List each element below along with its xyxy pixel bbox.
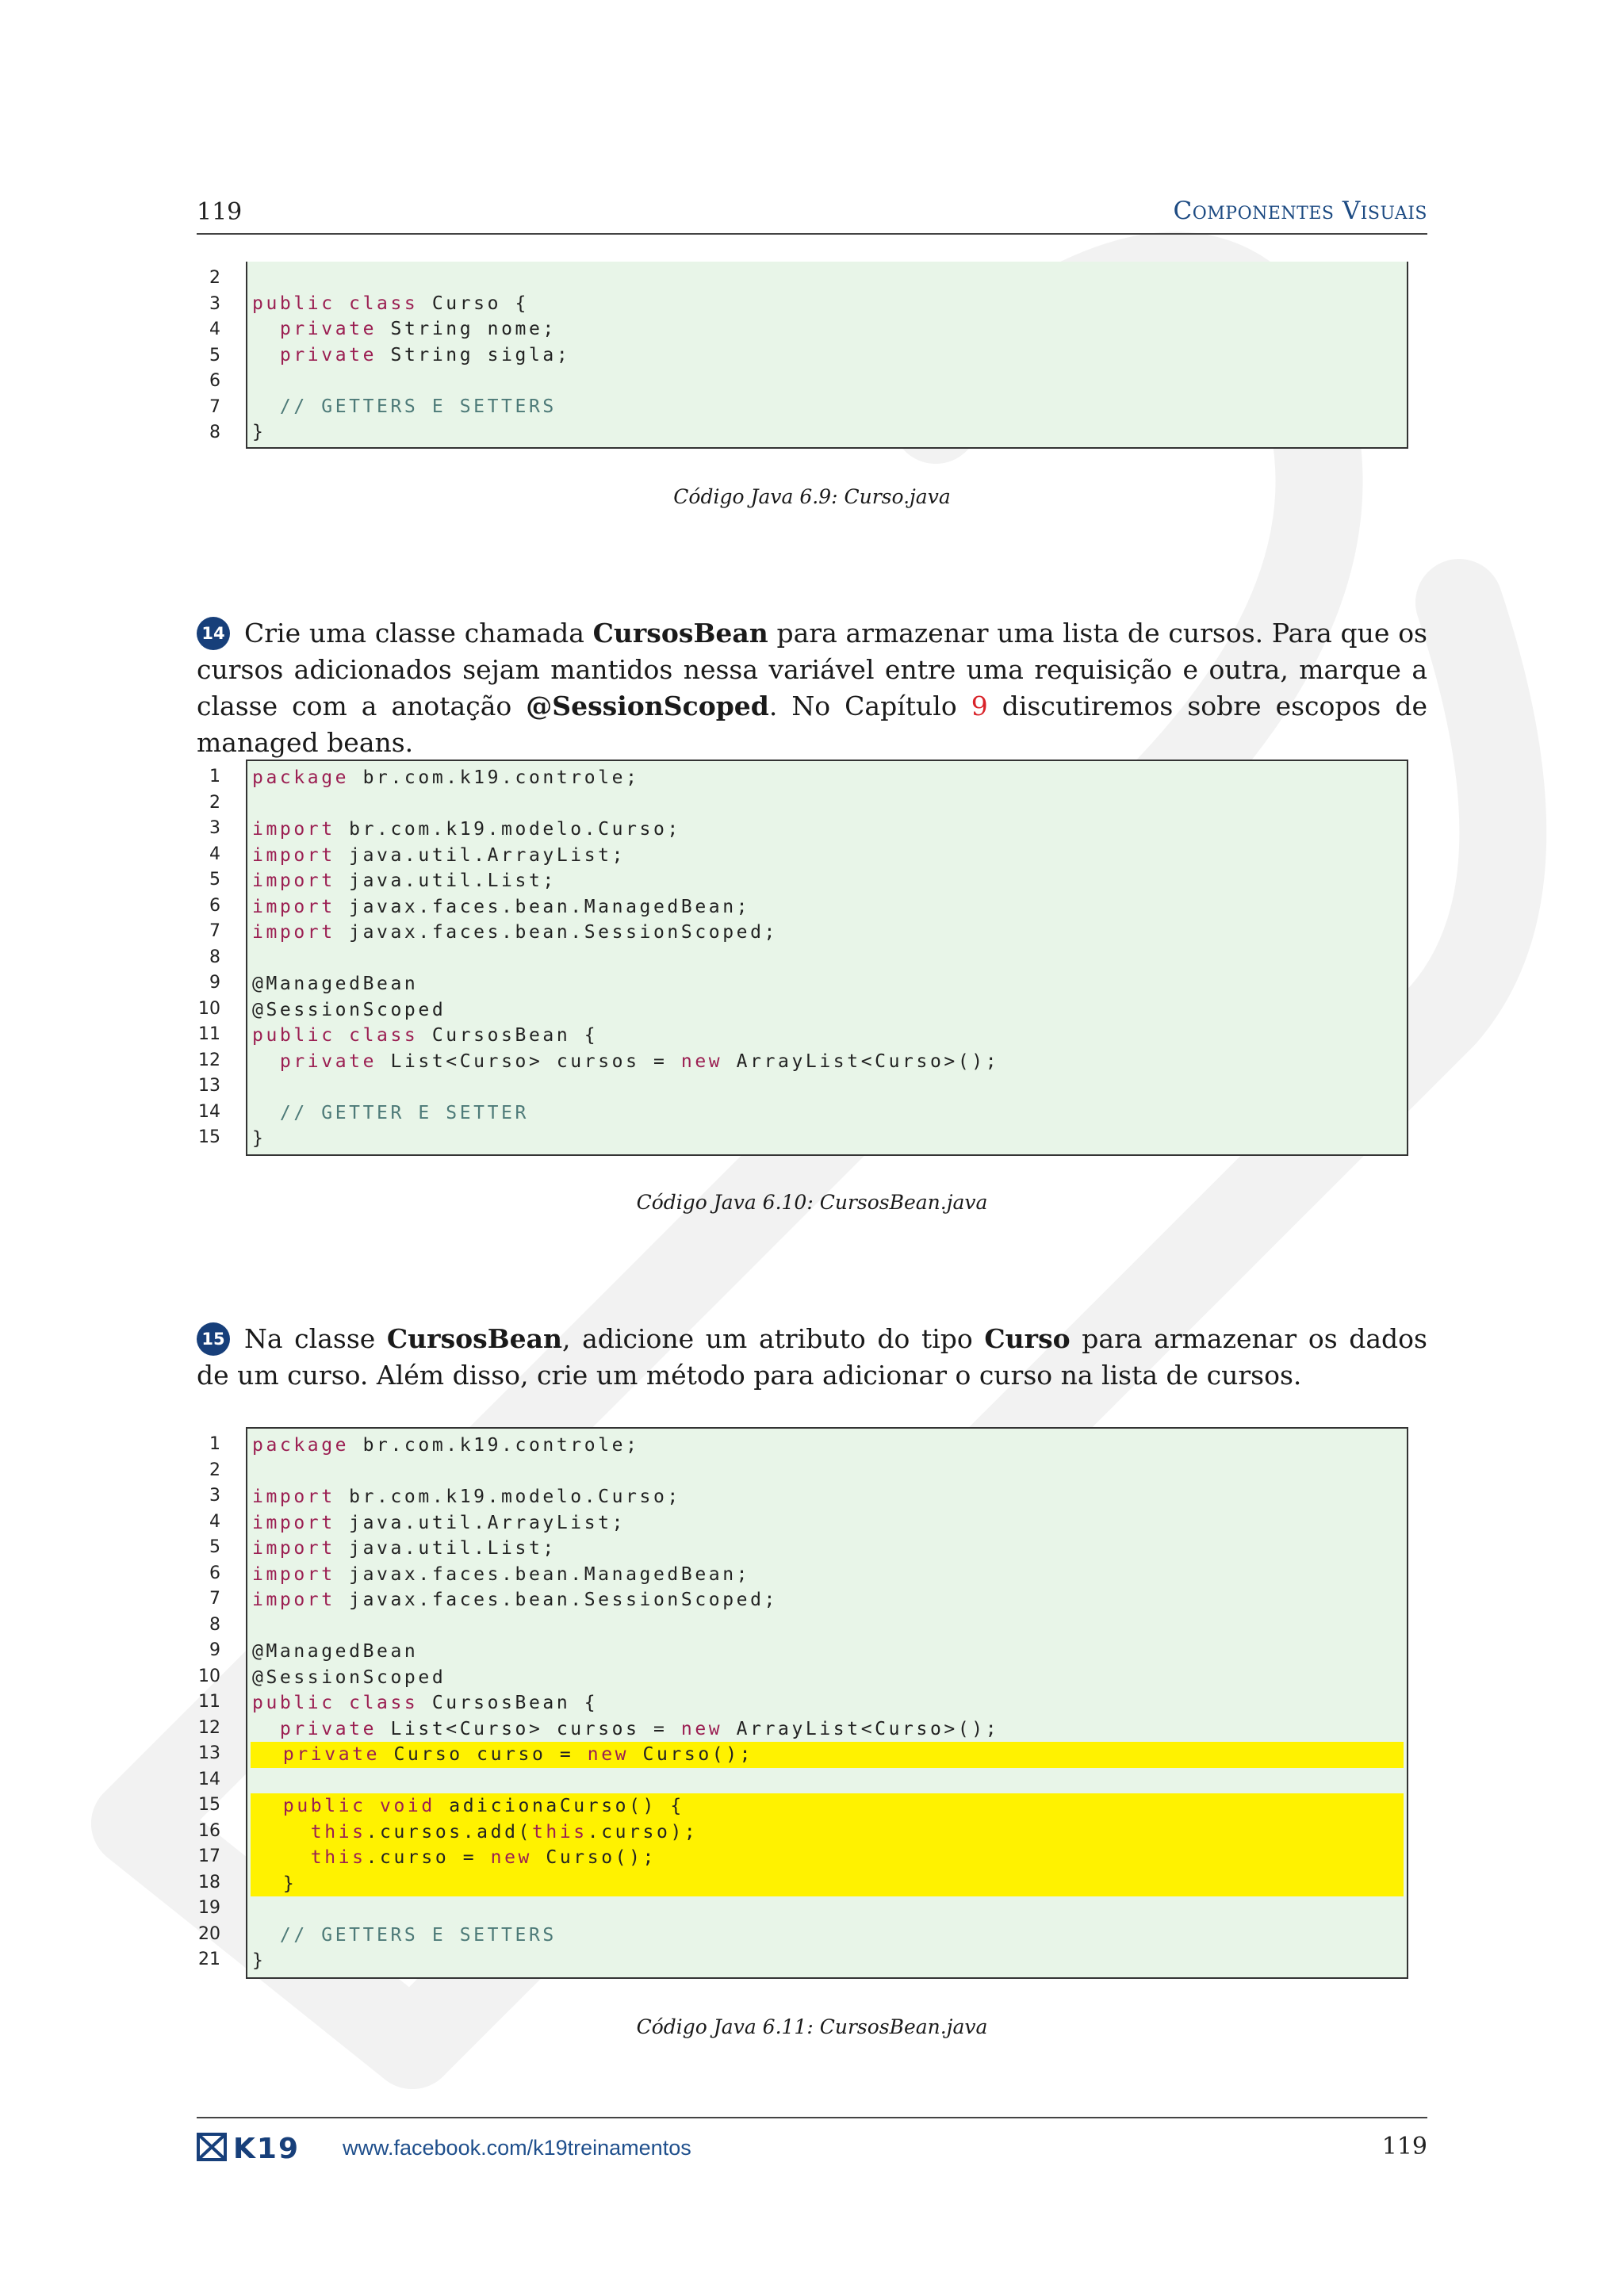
- code-keyword: public void: [282, 1796, 435, 1816]
- line-number: 3: [209, 293, 220, 314]
- code-line: [247, 920, 1407, 946]
- line-number: 20: [198, 1923, 220, 1944]
- line-number: 2: [209, 1460, 220, 1480]
- code-keyword: private: [279, 319, 377, 339]
- code-comment: // GETTERS E SETTERS: [279, 396, 557, 417]
- svg-text:K19: K19: [233, 2133, 300, 2163]
- code-text: [252, 345, 280, 365]
- step-14-bold-2: @SessionScoped: [526, 691, 769, 721]
- step-badge-15: 15: [197, 1322, 230, 1356]
- step-14-bold-1: CursosBean: [592, 618, 768, 649]
- code-text: }: [255, 1873, 297, 1894]
- code-line-highlighted: [251, 1820, 1404, 1846]
- code-keyword: package: [252, 1435, 350, 1456]
- line-number: 5: [209, 1537, 220, 1557]
- code-block-cursosbean-2: [197, 1427, 1427, 1979]
- code-text: CursosBean {: [418, 1025, 599, 1046]
- code-keyword: public class: [252, 1025, 419, 1046]
- code-keyword: private: [279, 1050, 377, 1072]
- step-14-text-2: para armazenar uma lista de cursos. Para que os cursos adicionados sejam mantidos nessa variável entre uma requisição e outra, marque a classe com a anotação: [197, 618, 1427, 721]
- code-line: [247, 1587, 1407, 1613]
- code-text: @SessionScoped: [252, 1667, 446, 1688]
- line-number: 6: [209, 371, 220, 391]
- code-text: Curso curso =: [380, 1744, 588, 1765]
- code-line: [247, 843, 1407, 869]
- code-keyword: public class: [252, 1693, 419, 1713]
- code-keyword: package: [252, 767, 350, 788]
- step-badge-14: 14: [197, 617, 230, 650]
- line-number: 6: [209, 1563, 220, 1583]
- code-keyword: import: [252, 1487, 335, 1507]
- code-text: .cursos.add(: [366, 1821, 532, 1843]
- line-number: 15: [198, 1127, 220, 1147]
- line-number: 5: [209, 870, 220, 890]
- code-line: [247, 1716, 1407, 1743]
- line-number: 14: [198, 1769, 220, 1789]
- code-keyword: import: [252, 1538, 335, 1559]
- code-text: javax.faces.bean.ManagedBean;: [335, 896, 751, 917]
- code-line: [247, 1665, 1407, 1691]
- footer-facebook-link[interactable]: www.facebook.com/k19treinamentos: [343, 2136, 691, 2160]
- line-number: 7: [209, 921, 220, 941]
- line-number: 10: [198, 1666, 220, 1686]
- line-number: 4: [209, 1511, 220, 1532]
- line-number: 7: [209, 396, 220, 417]
- code-line: [247, 368, 1407, 394]
- line-number: 4: [209, 320, 220, 339]
- code-line: [247, 1613, 1407, 1640]
- code-line: [247, 265, 1407, 291]
- code-keyword: private: [279, 1718, 377, 1739]
- code-text: java.util.ArrayList;: [335, 1512, 626, 1533]
- code-text: [252, 1719, 280, 1739]
- code-line: [247, 1074, 1407, 1100]
- code-keyword: import: [252, 1563, 335, 1585]
- code-line: [247, 946, 1407, 972]
- code-keyword: import: [252, 896, 335, 917]
- code-comment: // GETTERS E SETTERS: [279, 1924, 557, 1946]
- code-line: [247, 1562, 1407, 1588]
- code-line: [247, 1948, 1407, 1974]
- code-text: .curso);: [587, 1821, 699, 1843]
- code-caption-6-11: Código Java 6.11: CursosBean.java: [636, 2015, 988, 2038]
- code-line: [247, 894, 1407, 920]
- line-number: 5: [209, 345, 220, 365]
- code-text: [255, 1796, 283, 1816]
- code-line: [247, 817, 1407, 843]
- code-text: @ManagedBean: [252, 1641, 419, 1662]
- code-text: java.util.List;: [335, 871, 557, 891]
- code-line: [247, 1049, 1407, 1075]
- code-line: [247, 1536, 1407, 1562]
- code-line: [247, 419, 1407, 446]
- code-text: java.util.List;: [335, 1538, 557, 1559]
- footer-page-number: 119: [1381, 2133, 1427, 2160]
- code-line: [247, 1690, 1407, 1716]
- code-text: List<Curso> cursos =: [377, 1050, 681, 1072]
- code-text: [252, 1103, 280, 1123]
- step-14-text-4: discutiremos sobre escopos de managed beans.: [197, 691, 1427, 758]
- step-14-text-1: Crie uma classe chamada: [244, 618, 593, 649]
- code-text: CursosBean {: [418, 1693, 599, 1713]
- line-number: 11: [198, 1692, 220, 1712]
- code-text: }: [252, 1950, 266, 1971]
- code-block-curso: [197, 262, 1427, 449]
- code-keyword: new: [490, 1847, 532, 1868]
- line-number: 14: [198, 1101, 220, 1122]
- code-text: ArrayList<Curso>();: [722, 1050, 1000, 1072]
- step-14-paragraph: [197, 615, 1427, 761]
- line-number: 3: [209, 1486, 220, 1506]
- code-line: [247, 1639, 1407, 1665]
- code-text: [252, 1051, 280, 1072]
- code-keyword: private: [279, 344, 377, 365]
- line-number: 2: [209, 792, 220, 813]
- line-number: 8: [209, 423, 220, 442]
- code-text: javax.faces.bean.SessionScoped;: [335, 922, 778, 943]
- code-text: br.com.k19.controle;: [349, 1435, 640, 1456]
- chapter-reference-link[interactable]: 9: [971, 691, 988, 721]
- step-15-paragraph: [197, 1321, 1427, 1394]
- code-keyword: import: [252, 922, 335, 943]
- code-line-highlighted: [251, 1871, 1404, 1897]
- line-number: 21: [198, 1950, 220, 1969]
- line-number: 12: [198, 1717, 220, 1738]
- code-text: [252, 319, 280, 339]
- code-line: [247, 1023, 1407, 1049]
- code-keyword: import: [252, 1512, 335, 1533]
- line-number: 3: [209, 818, 220, 838]
- code-text: @SessionScoped: [252, 999, 446, 1020]
- code-line: [247, 1768, 1407, 1794]
- code-line: [247, 1923, 1407, 1949]
- code-line: [247, 342, 1407, 369]
- code-keyword: new: [680, 1718, 723, 1739]
- code-line-highlighted: [251, 1742, 1404, 1768]
- code-text: br.com.k19.modelo.Curso;: [335, 1487, 681, 1507]
- line-number: 13: [198, 1076, 220, 1096]
- step-15-text-3: para armazenar os dados de um curso. Além disso, crie um método para adicionar o curso na lista de cursos.: [197, 1323, 1427, 1391]
- line-number: 8: [209, 1614, 220, 1635]
- line-number: 17: [198, 1846, 220, 1866]
- code-text: String sigla;: [377, 344, 571, 365]
- code-keyword: this: [310, 1847, 366, 1868]
- code-keyword: import: [252, 844, 335, 866]
- code-line: [247, 971, 1407, 997]
- code-text: java.util.ArrayList;: [335, 844, 626, 866]
- line-number: 7: [209, 1589, 220, 1609]
- code-text: [255, 1847, 311, 1868]
- code-keyword: this: [531, 1821, 588, 1843]
- code-text: [255, 1744, 283, 1765]
- code-line: [247, 1100, 1407, 1127]
- code-text: Curso();: [531, 1847, 657, 1868]
- code-text: .curso =: [366, 1847, 491, 1868]
- code-keyword: new: [680, 1050, 723, 1072]
- code-text: String nome;: [377, 319, 557, 339]
- code-text: }: [252, 1128, 266, 1149]
- step-14-text-3: . No Capítulo: [768, 691, 971, 721]
- step-15-bold-2: Curso: [984, 1323, 1071, 1354]
- line-number: 11: [198, 1024, 220, 1044]
- code-text: [252, 1925, 280, 1946]
- line-number: 10: [198, 998, 220, 1019]
- code-text: adicionaCurso() {: [435, 1796, 684, 1816]
- step-15-text-1: Na classe: [244, 1323, 387, 1354]
- code-text: [252, 396, 280, 417]
- code-line: [247, 316, 1407, 342]
- code-line: [247, 1459, 1407, 1485]
- header-page-number: 119: [197, 198, 243, 226]
- step-15-bold-1: CursosBean: [386, 1323, 562, 1354]
- code-keyword: public class: [252, 293, 419, 314]
- code-text: Curso {: [418, 293, 529, 314]
- header-rule: [197, 233, 1427, 235]
- code-text: Curso();: [629, 1744, 754, 1765]
- line-number: 13: [198, 1743, 220, 1763]
- code-line: [247, 791, 1407, 817]
- code-line: [247, 1433, 1407, 1459]
- line-number: 9: [209, 1640, 220, 1660]
- line-number: 8: [209, 947, 220, 967]
- code-box: [246, 1427, 1408, 1979]
- code-caption-6-9: Código Java 6.9: Curso.java: [673, 485, 951, 508]
- line-number: 9: [209, 973, 220, 993]
- code-line: [247, 1484, 1407, 1510]
- code-keyword: new: [587, 1744, 630, 1765]
- code-line: [247, 1896, 1407, 1923]
- code-line-highlighted: [251, 1845, 1404, 1871]
- code-text: br.com.k19.modelo.Curso;: [335, 819, 681, 840]
- chapter-title: Componentes Visuais: [1173, 197, 1427, 225]
- code-text: [255, 1822, 311, 1843]
- code-caption-6-10: Código Java 6.10: CursosBean.java: [636, 1191, 988, 1214]
- code-text: ArrayList<Curso>();: [722, 1718, 1000, 1739]
- code-text: List<Curso> cursos =: [377, 1718, 681, 1739]
- code-keyword: import: [252, 871, 335, 891]
- line-number: 15: [198, 1795, 220, 1815]
- line-number: 2: [209, 268, 220, 288]
- line-number: 6: [209, 895, 220, 916]
- code-line: [247, 1510, 1407, 1536]
- line-number: 19: [198, 1898, 220, 1918]
- code-text: javax.faces.bean.ManagedBean;: [335, 1563, 751, 1585]
- line-number: 18: [198, 1872, 220, 1892]
- footer-rule: [197, 2117, 1427, 2118]
- line-number: 4: [209, 844, 220, 864]
- k19-logo-icon: [197, 2131, 324, 2163]
- step-15-text-2: , adicione um atributo do tipo: [562, 1323, 985, 1354]
- code-line: [247, 868, 1407, 894]
- code-keyword: import: [252, 819, 335, 840]
- code-box: [246, 760, 1408, 1156]
- code-text: br.com.k19.controle;: [349, 767, 640, 788]
- line-number: 1: [209, 767, 220, 786]
- line-number: 1: [209, 1434, 220, 1454]
- code-line: [247, 291, 1407, 317]
- code-comment: // GETTER E SETTER: [279, 1102, 529, 1123]
- code-block-cursosbean-1: [197, 760, 1427, 1156]
- code-text: }: [252, 422, 266, 442]
- code-keyword: import: [252, 1590, 335, 1610]
- code-line-highlighted: [251, 1793, 1404, 1820]
- line-number: 16: [198, 1820, 220, 1841]
- code-text: @ManagedBean: [252, 974, 419, 994]
- code-box: [246, 262, 1408, 449]
- code-text: javax.faces.bean.SessionScoped;: [335, 1590, 778, 1610]
- line-number: 12: [198, 1050, 220, 1070]
- code-keyword: this: [310, 1821, 366, 1843]
- code-line: [247, 997, 1407, 1024]
- code-line: [247, 394, 1407, 420]
- code-keyword: private: [282, 1744, 381, 1765]
- code-line: [247, 765, 1407, 791]
- code-line: [247, 1126, 1407, 1152]
